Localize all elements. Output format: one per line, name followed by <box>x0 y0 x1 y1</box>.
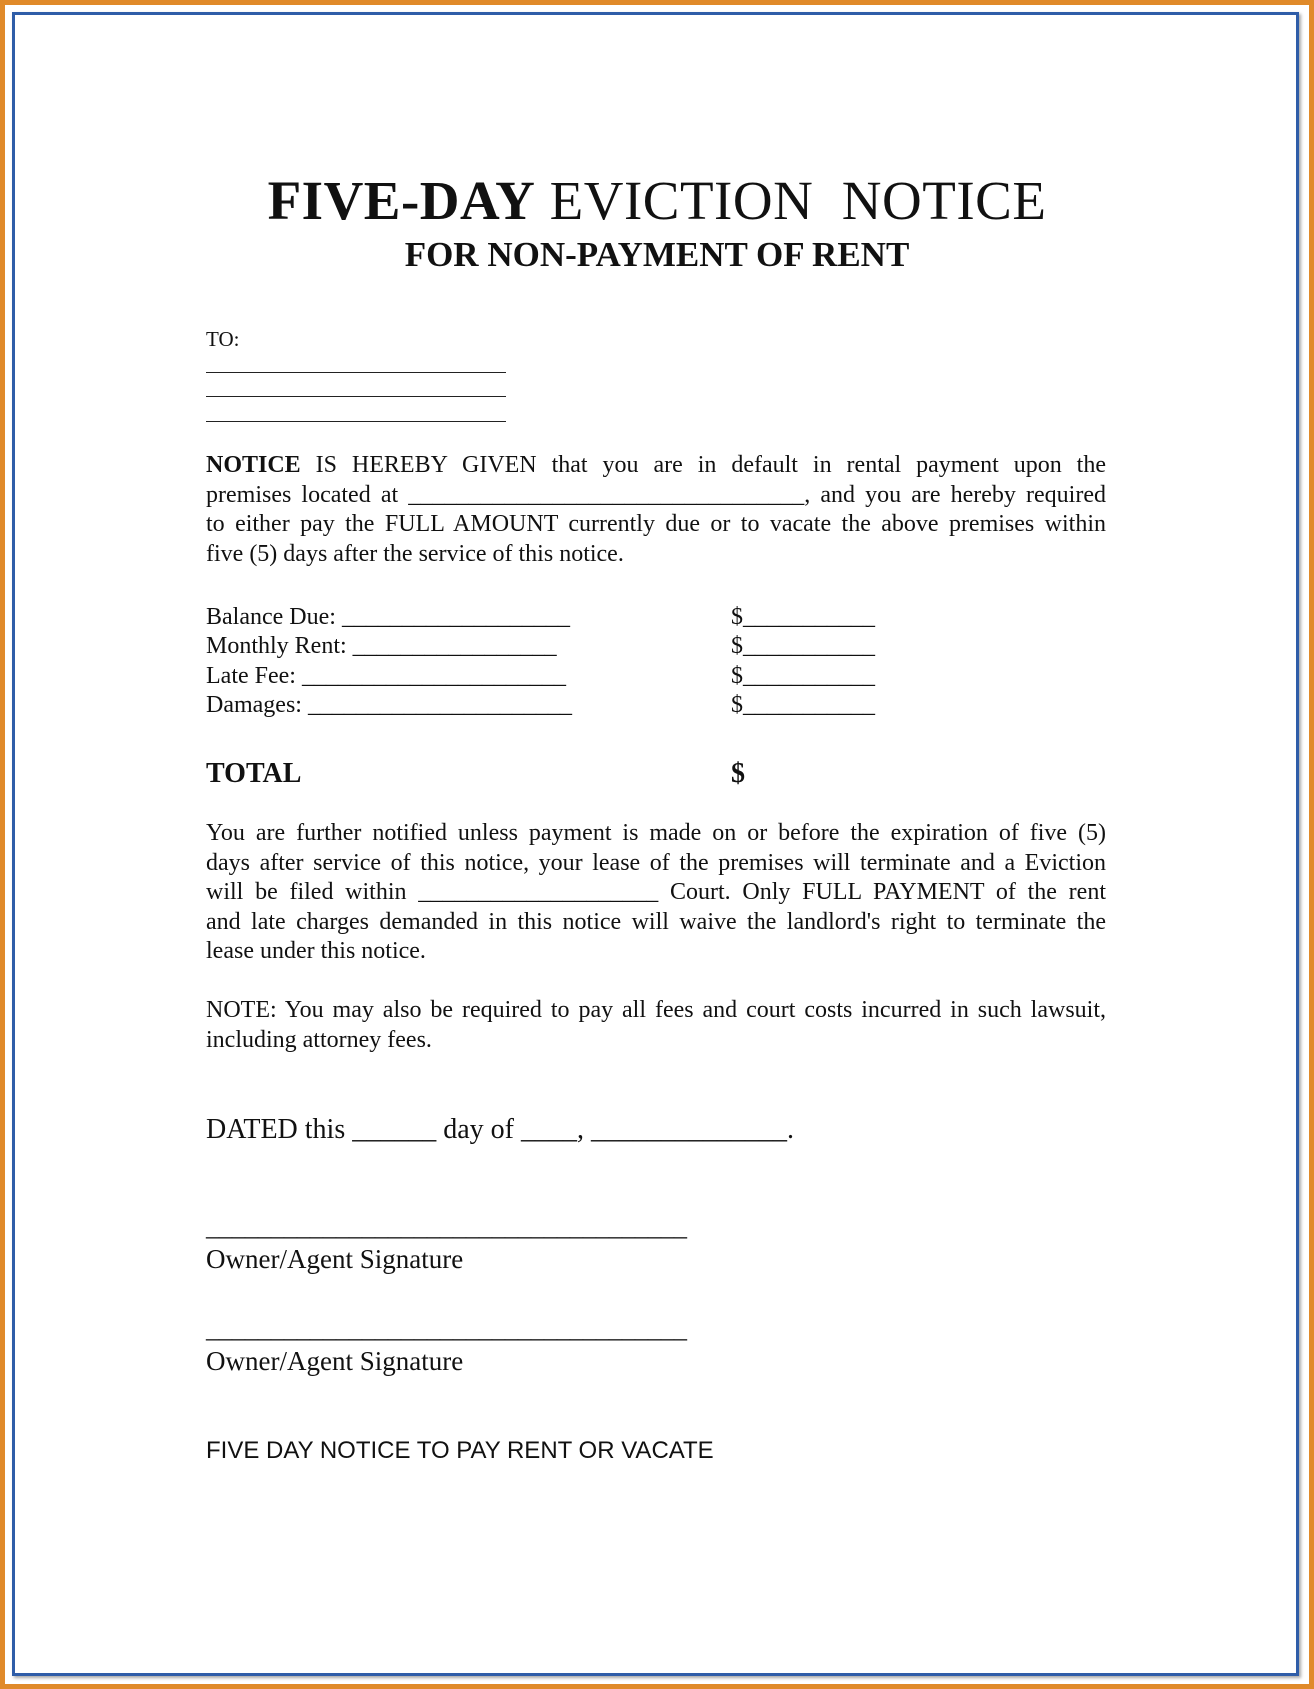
notice-line: five (5) days after the service of this notice. <box>206 540 624 567</box>
fee-label-late-fee: Late Fee: ______________________ <box>206 663 566 689</box>
to-address-line-1[interactable] <box>206 372 506 373</box>
fee-label-damages: Damages: ______________________ <box>206 692 572 718</box>
footer-caption: FIVE DAY NOTICE TO PAY RENT OR VACATE <box>206 1437 714 1464</box>
fee-label-monthly-rent: Monthly Rent: _________________ <box>206 633 557 659</box>
note-line: NOTE: You may also be required to pay all fees and court costs incurred in such lawsuit, <box>206 997 1106 1023</box>
notice-line: to either pay the FULL AMOUNT currently due or to vacate the above premises within <box>206 511 1106 537</box>
to-address-line-2[interactable] <box>206 396 506 397</box>
signature-label-1: Owner/Agent Signature <box>206 1244 464 1274</box>
fee-amount-balance-due: $___________ <box>731 604 875 630</box>
signature-line-2[interactable]: _____________________________________ <box>206 1314 687 1343</box>
further-line: days after service of this notice, your lease of the premises will terminate and a Eviction <box>206 849 1106 876</box>
notice-line: premises located at _________________________________, and you are hereby required <box>206 481 1106 508</box>
document-title <box>0 168 1314 234</box>
fee-amount-damages: $___________ <box>731 692 875 718</box>
title-rest: EVICTION NOTICE <box>535 170 1047 231</box>
further-notice-paragraph <box>206 819 1106 967</box>
further-line: You are further notified unless payment is made on or before the expiration of five (5) <box>206 820 1106 846</box>
further-line: and late charges demanded in this notice will waive the landlord's right to terminate the <box>206 908 1106 935</box>
dated-line[interactable]: DATED this ______ day of ____, ______________. <box>206 1114 794 1145</box>
further-line: lease under this notice. <box>206 938 426 964</box>
notice-line <box>206 451 1106 481</box>
notice-bold-lead: NOTICE <box>206 452 301 478</box>
note-paragraph <box>206 996 1106 1055</box>
to-label: TO: <box>206 327 240 351</box>
document-subtitle: FOR NON-PAYMENT OF RENT <box>404 235 910 274</box>
notice-paragraph <box>206 451 1106 569</box>
notice-line-text: IS HEREBY GIVEN that you are in default in rental payment upon the <box>300 452 1106 478</box>
fee-amount-late-fee: $___________ <box>731 663 875 689</box>
total-label: TOTAL <box>206 758 302 789</box>
signature-line-1[interactable]: _____________________________________ <box>206 1212 687 1241</box>
signature-label-2: Owner/Agent Signature <box>206 1346 464 1376</box>
fee-amount-monthly-rent: $___________ <box>731 633 875 659</box>
total-amount: $ <box>731 758 745 789</box>
further-line: will be filed within ____________________ Court. Only FULL PAYMENT of the rent <box>206 879 1106 905</box>
note-line: including attorney fees. <box>206 1026 432 1053</box>
title-bold: FIVE-DAY <box>267 170 536 231</box>
to-address-line-3[interactable] <box>206 421 506 422</box>
fee-label-balance-due: Balance Due: ___________________ <box>206 604 570 630</box>
